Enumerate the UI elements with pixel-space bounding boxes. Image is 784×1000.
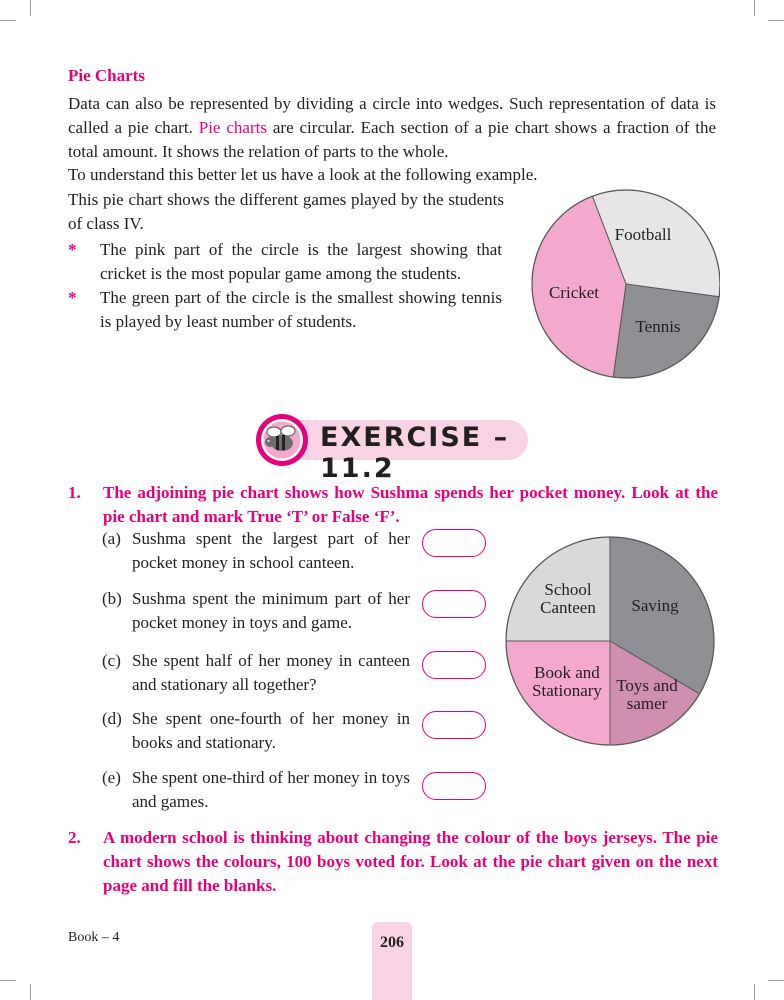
pie-label-book-and-stationary: Book and Stationary [532, 663, 602, 700]
example-line: To understand this better let us have a look at the following example. [68, 165, 538, 184]
chart-description: This pie chart shows the different games played by the students of class IV. [68, 190, 504, 233]
question-text: The adjoining pie chart shows how Sushma spends her pocket money. Look at the pie chart and mark True ‘T’ or False ‘F’. [103, 483, 718, 526]
bullet-text: The pink part of the circle is the largest showing that cricket is the most popular game among the students. [100, 240, 502, 283]
item-text: She spent half of her money in canteen and stationary all together? [132, 651, 410, 694]
item-text: She spent one-fourth of her money in books and stationary. [132, 709, 410, 752]
crop-mark [754, 984, 755, 1000]
footer-book-label: Book – 4 [68, 930, 120, 945]
crop-mark [754, 0, 755, 16]
item-text: Sushma spent the minimum part of her pocket money in toys and game. [132, 589, 410, 632]
item-label: (a) [102, 529, 121, 548]
intro-paragraph [68, 92, 716, 164]
intro-highlight: Pie charts [198, 118, 267, 137]
crop-mark [30, 0, 31, 16]
crop-mark [0, 980, 16, 981]
exercise-banner [258, 412, 530, 484]
crop-mark [768, 980, 784, 981]
bullet-star: * [68, 240, 77, 259]
pie-label-football: Football [614, 225, 672, 244]
answer-box-a[interactable] [422, 529, 486, 557]
question-text: A modern school is thinking about changing the colour of the boys jerseys. The pie chart shows the colours, 100 boys voted for. Look at the pie chart given on the next page and fill the blanks. [103, 828, 718, 895]
crop-mark [768, 20, 784, 21]
item-label: (c) [102, 651, 121, 670]
section-heading: Pie Charts [68, 66, 145, 85]
item-text: Sushma spent the largest part of her pocket money in school canteen. [132, 529, 410, 572]
bullet-text: The green part of the circle is the smallest showing tennis is played by least number of students. [100, 288, 502, 331]
answer-box-e[interactable] [422, 772, 486, 800]
pie-label-school-canteen: School Canteen [540, 580, 596, 617]
item-text: She spent one-third of her money in toys and games. [132, 768, 410, 811]
intro-part2: are circular. Each section of a pie chart shows a fraction of the total amount. It shows the relation of parts to the whole. [68, 118, 717, 161]
pie-label-saving: Saving [631, 596, 679, 615]
crop-mark [0, 20, 16, 21]
item-label: (b) [102, 589, 122, 608]
crop-mark [30, 984, 31, 1000]
pie-label-tennis: Tennis [635, 317, 681, 336]
pie-label-toys-and-samer: Toys and samer [616, 676, 678, 713]
answer-box-d[interactable] [422, 711, 486, 739]
answer-box-b[interactable] [422, 590, 486, 618]
answer-box-c[interactable] [422, 651, 486, 679]
pocket-money-pie-chart [505, 536, 717, 748]
bullet-star: * [68, 288, 77, 307]
games-pie-chart [520, 188, 720, 388]
pie-label-cricket: Cricket [548, 283, 600, 302]
item-label: (e) [102, 768, 121, 787]
question-number: 2. [68, 828, 81, 847]
bee-icon [254, 412, 310, 468]
question-number: 1. [68, 483, 81, 502]
page-number: 206 [380, 934, 404, 951]
exercise-title: EXERCISE – 11.2 [320, 422, 510, 484]
intro-part1: Data can also be represented by dividing a circle into wedges. Such representation of data is called a pie chart. [68, 94, 716, 137]
item-label: (d) [102, 709, 122, 728]
